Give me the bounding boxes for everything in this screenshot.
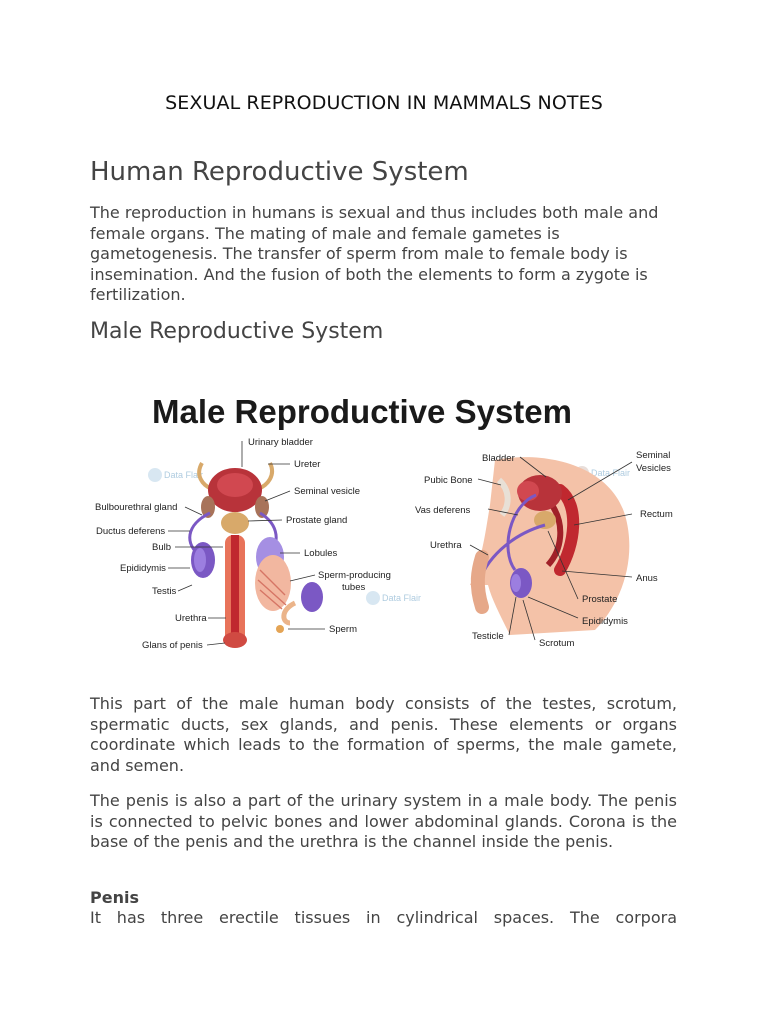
body-paragraph-organs: This part of the male human body consists of the testes, scrotum, spermatic ducts, sex glands, and penis. These elements or organs coordinate which leads to the formation of sperms, the male gamete, and semen. — [90, 694, 677, 775]
label-urethra-right: Urethra — [430, 540, 462, 551]
body-paragraph-urinary: The penis is also a part of the urinary system in a male body. The penis is connected to pelvic bones and lower abdominal glands. Corona is the base of the penis and the urethra is the channel inside the penis. — [90, 791, 677, 851]
figure-title: Male Reproductive System — [152, 393, 572, 430]
label-ureter: Ureter — [294, 459, 321, 470]
body-paragraph-penis: It has three erectile tissues in cylindrical spaces. The corpora — [90, 908, 677, 927]
label-tubes: tubes — [342, 582, 366, 593]
section-heading-human-reproductive-system: Human Reproductive System — [90, 157, 469, 187]
label-anus: Anus — [636, 573, 658, 584]
label-sperm: Sperm — [329, 624, 357, 635]
label-seminal-vesicle: Seminal vesicle — [294, 486, 360, 497]
label-lobules: Lobules — [304, 548, 338, 559]
label-vesicles: Vesicles — [636, 463, 671, 474]
label-bulb: Bulb — [152, 542, 172, 553]
label-bladder: Bladder — [482, 453, 515, 464]
label-epididymis: Epididymis — [120, 563, 166, 574]
label-bulbourethral-gland: Bulbourethral gland — [95, 502, 178, 513]
label-testicle: Testicle — [472, 631, 504, 642]
label-epididymis-right: Epididymis — [582, 616, 628, 627]
label-glans-of-penis: Glans of penis — [142, 640, 203, 651]
intro-paragraph: The reproduction in humans is sexual and thus includes both male and female organs. The mating of male and female gametes is gametogenesis. The transfer of sperm from male to female body is insemination. And the fusion of both the elements to form a zygote is fertilization. — [90, 203, 659, 304]
label-pubic-bone: Pubic Bone — [424, 475, 473, 486]
watermark-text: Data Flair — [164, 470, 204, 480]
subheading-penis: Penis — [90, 888, 139, 907]
label-testis: Testis — [152, 586, 177, 597]
male-reproductive-system-figure — [90, 385, 680, 660]
document-title: SEXUAL REPRODUCTION IN MAMMALS NOTES — [165, 92, 603, 114]
section-heading-male-reproductive-system: Male Reproductive System — [90, 319, 384, 344]
label-seminal: Seminal — [636, 450, 671, 461]
label-vas-deferens: Vas deferens — [415, 505, 471, 516]
label-prostate: Prostate — [582, 594, 618, 605]
watermark-text-2: Data Flair — [382, 593, 422, 603]
label-ductus-deferens: Ductus deferens — [96, 526, 166, 537]
label-urethra-left: Urethra — [175, 613, 207, 624]
anatomy-diagram — [90, 385, 680, 660]
label-scrotum: Scrotum — [539, 638, 575, 649]
label-rectum: Rectum — [640, 509, 673, 520]
label-urinary-bladder: Urinary bladder — [248, 437, 313, 448]
label-prostate-gland: Prostate gland — [286, 515, 348, 526]
label-sperm-producing: Sperm-producing — [318, 570, 391, 581]
watermark-text-3: Data Flair — [591, 468, 631, 478]
